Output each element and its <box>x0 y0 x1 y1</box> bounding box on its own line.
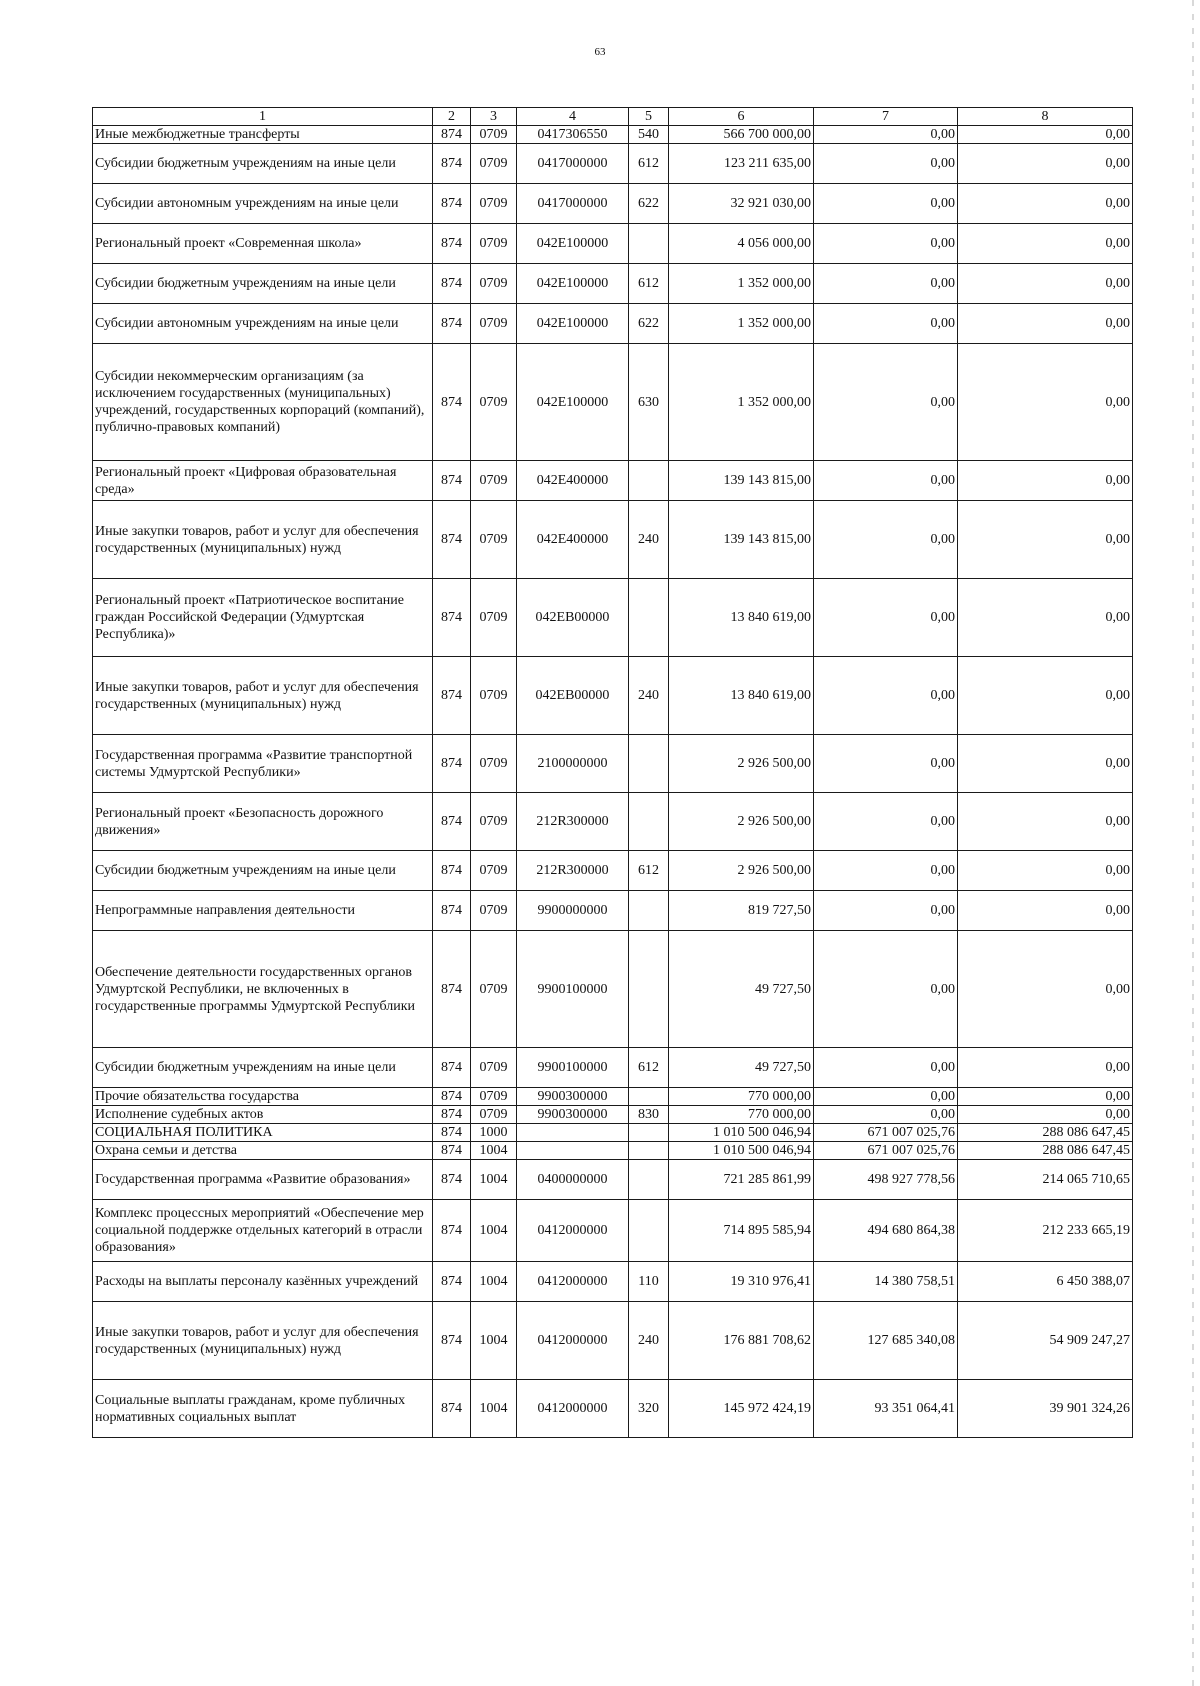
cell-amount-8: 0,00 <box>958 931 1133 1048</box>
table-row <box>93 1142 1133 1160</box>
cell-amount-6: 123 211 635,00 <box>669 144 814 184</box>
cell-amount-7: 0,00 <box>814 264 958 304</box>
table-header-row <box>93 108 1133 126</box>
cell-expense-type: 630 <box>629 344 669 461</box>
cell-amount-6: 2 926 500,00 <box>669 793 814 851</box>
cell-expense-type <box>629 1200 669 1262</box>
table-row <box>93 501 1133 579</box>
table-row <box>93 1380 1133 1438</box>
cell-name: Субсидии автономным учреждениям на иные цели <box>93 304 433 344</box>
cell-amount-7: 14 380 758,51 <box>814 1262 958 1302</box>
cell-expense-type: 540 <box>629 126 669 144</box>
column-header-1: 1 <box>93 108 433 126</box>
cell-target-article: 9900100000 <box>517 1048 629 1088</box>
cell-amount-6: 770 000,00 <box>669 1106 814 1124</box>
cell-expense-type: 612 <box>629 144 669 184</box>
cell-target-article: 9900300000 <box>517 1088 629 1106</box>
cell-amount-8: 0,00 <box>958 793 1133 851</box>
column-header-6: 6 <box>669 108 814 126</box>
cell-amount-8: 0,00 <box>958 184 1133 224</box>
cell-amount-6: 721 285 861,99 <box>669 1160 814 1200</box>
cell-section: 0709 <box>471 793 517 851</box>
cell-name: Иные закупки товаров, работ и услуг для обеспечения государственных (муниципальных) нужд <box>93 657 433 735</box>
cell-name: Социальные выплаты гражданам, кроме публичных нормативных социальных выплат <box>93 1380 433 1438</box>
cell-ministry: 874 <box>433 304 471 344</box>
table-row <box>93 461 1133 501</box>
column-header-5: 5 <box>629 108 669 126</box>
cell-target-article: 042EB00000 <box>517 579 629 657</box>
table-row <box>93 657 1133 735</box>
cell-amount-7: 0,00 <box>814 1106 958 1124</box>
cell-expense-type: 612 <box>629 264 669 304</box>
cell-target-article: 0417306550 <box>517 126 629 144</box>
table-row <box>93 1302 1133 1380</box>
cell-amount-8: 0,00 <box>958 344 1133 461</box>
table-row <box>93 184 1133 224</box>
cell-ministry: 874 <box>433 1124 471 1142</box>
cell-expense-type <box>629 224 669 264</box>
cell-amount-8: 0,00 <box>958 144 1133 184</box>
cell-amount-7: 494 680 864,38 <box>814 1200 958 1262</box>
cell-section: 1000 <box>471 1124 517 1142</box>
table-row <box>93 1048 1133 1088</box>
column-header-3: 3 <box>471 108 517 126</box>
cell-target-article: 0412000000 <box>517 1200 629 1262</box>
cell-expense-type <box>629 1160 669 1200</box>
cell-ministry: 874 <box>433 793 471 851</box>
cell-name: Региональный проект «Безопасность дорожного движения» <box>93 793 433 851</box>
column-header-8: 8 <box>958 108 1133 126</box>
cell-target-article: 0412000000 <box>517 1380 629 1438</box>
cell-ministry: 874 <box>433 1106 471 1124</box>
cell-ministry: 874 <box>433 851 471 891</box>
cell-name: Исполнение судебных актов <box>93 1106 433 1124</box>
cell-expense-type <box>629 1124 669 1142</box>
cell-section: 1004 <box>471 1160 517 1200</box>
cell-name: Прочие обязательства государства <box>93 1088 433 1106</box>
cell-ministry: 874 <box>433 1200 471 1262</box>
cell-name: Региональный проект «Современная школа» <box>93 224 433 264</box>
cell-amount-6: 770 000,00 <box>669 1088 814 1106</box>
cell-section: 1004 <box>471 1142 517 1160</box>
cell-amount-8: 0,00 <box>958 126 1133 144</box>
cell-section: 0709 <box>471 144 517 184</box>
cell-section: 0709 <box>471 891 517 931</box>
cell-section: 0709 <box>471 264 517 304</box>
cell-amount-7: 0,00 <box>814 501 958 579</box>
cell-section: 1004 <box>471 1200 517 1262</box>
cell-target-article: 0412000000 <box>517 1302 629 1380</box>
cell-name: Государственная программа «Развитие образования» <box>93 1160 433 1200</box>
cell-amount-7: 0,00 <box>814 891 958 931</box>
cell-amount-6: 49 727,50 <box>669 1048 814 1088</box>
cell-ministry: 874 <box>433 735 471 793</box>
cell-amount-6: 19 310 976,41 <box>669 1262 814 1302</box>
table-row <box>93 735 1133 793</box>
cell-amount-6: 1 352 000,00 <box>669 304 814 344</box>
cell-target-article: 042E100000 <box>517 264 629 304</box>
cell-expense-type: 320 <box>629 1380 669 1438</box>
cell-target-article: 042E400000 <box>517 501 629 579</box>
cell-section: 0709 <box>471 501 517 579</box>
cell-ministry: 874 <box>433 579 471 657</box>
cell-name: Обеспечение деятельности государственных органов Удмуртской Республики, не включенных в государственные программы Удмуртской Республики <box>93 931 433 1048</box>
cell-amount-6: 1 352 000,00 <box>669 344 814 461</box>
cell-ministry: 874 <box>433 931 471 1048</box>
cell-amount-8: 288 086 647,45 <box>958 1124 1133 1142</box>
cell-name: Субсидии бюджетным учреждениям на иные цели <box>93 851 433 891</box>
cell-amount-7: 0,00 <box>814 735 958 793</box>
cell-name: Охрана семьи и детства <box>93 1142 433 1160</box>
cell-expense-type: 622 <box>629 184 669 224</box>
cell-target-article: 042E100000 <box>517 224 629 264</box>
cell-amount-6: 714 895 585,94 <box>669 1200 814 1262</box>
table-row <box>93 579 1133 657</box>
cell-name: Региональный проект «Цифровая образовательная среда» <box>93 461 433 501</box>
column-header-4: 4 <box>517 108 629 126</box>
cell-amount-6: 566 700 000,00 <box>669 126 814 144</box>
cell-ministry: 874 <box>433 1160 471 1200</box>
cell-ministry: 874 <box>433 1380 471 1438</box>
table-row <box>93 344 1133 461</box>
cell-target-article: 9900000000 <box>517 891 629 931</box>
cell-expense-type <box>629 931 669 1048</box>
cell-expense-type: 240 <box>629 501 669 579</box>
cell-amount-6: 139 143 815,00 <box>669 461 814 501</box>
cell-section: 0709 <box>471 344 517 461</box>
table-row <box>93 304 1133 344</box>
cell-target-article: 2100000000 <box>517 735 629 793</box>
cell-section: 0709 <box>471 126 517 144</box>
cell-name: Иные закупки товаров, работ и услуг для обеспечения государственных (муниципальных) нужд <box>93 1302 433 1380</box>
cell-name: Государственная программа «Развитие транспортной системы Удмуртской Республики» <box>93 735 433 793</box>
cell-amount-7: 0,00 <box>814 657 958 735</box>
cell-expense-type: 240 <box>629 657 669 735</box>
cell-section: 0709 <box>471 931 517 1048</box>
cell-amount-8: 6 450 388,07 <box>958 1262 1133 1302</box>
table-row <box>93 144 1133 184</box>
cell-expense-type: 830 <box>629 1106 669 1124</box>
cell-amount-6: 2 926 500,00 <box>669 851 814 891</box>
cell-amount-6: 139 143 815,00 <box>669 501 814 579</box>
cell-expense-type: 110 <box>629 1262 669 1302</box>
cell-ministry: 874 <box>433 224 471 264</box>
cell-expense-type: 612 <box>629 851 669 891</box>
cell-section: 0709 <box>471 735 517 793</box>
cell-target-article <box>517 1142 629 1160</box>
budget-table <box>92 107 1133 1438</box>
table-row <box>93 793 1133 851</box>
cell-ministry: 874 <box>433 501 471 579</box>
cell-amount-7: 0,00 <box>814 851 958 891</box>
cell-target-article: 0417000000 <box>517 184 629 224</box>
cell-section: 0709 <box>471 304 517 344</box>
cell-section: 0709 <box>471 1088 517 1106</box>
cell-expense-type <box>629 1088 669 1106</box>
cell-amount-8: 212 233 665,19 <box>958 1200 1133 1262</box>
cell-name: Иные межбюджетные трансферты <box>93 126 433 144</box>
cell-amount-6: 13 840 619,00 <box>669 579 814 657</box>
cell-expense-type <box>629 735 669 793</box>
cell-amount-7: 671 007 025,76 <box>814 1142 958 1160</box>
cell-ministry: 874 <box>433 126 471 144</box>
cell-name: Комплекс процессных мероприятий «Обеспечение мер социальной поддержке отдельных категорий в отрасли образования» <box>93 1200 433 1262</box>
cell-name: Региональный проект «Патриотическое воспитание граждан Российской Федерации (Удмуртская Республика)» <box>93 579 433 657</box>
table-row <box>93 1160 1133 1200</box>
cell-section: 0709 <box>471 1106 517 1124</box>
table-row <box>93 931 1133 1048</box>
table-row <box>93 1262 1133 1302</box>
cell-ministry: 874 <box>433 657 471 735</box>
table-row <box>93 1088 1133 1106</box>
cell-target-article: 042E100000 <box>517 344 629 461</box>
cell-amount-6: 32 921 030,00 <box>669 184 814 224</box>
cell-name: Непрограммные направления деятельности <box>93 891 433 931</box>
cell-amount-8: 0,00 <box>958 735 1133 793</box>
cell-target-article: 0417000000 <box>517 144 629 184</box>
cell-target-article: 9900300000 <box>517 1106 629 1124</box>
cell-amount-7: 0,00 <box>814 793 958 851</box>
cell-expense-type <box>629 579 669 657</box>
cell-target-article: 042E100000 <box>517 304 629 344</box>
cell-section: 0709 <box>471 184 517 224</box>
cell-expense-type: 622 <box>629 304 669 344</box>
cell-expense-type <box>629 793 669 851</box>
cell-amount-8: 54 909 247,27 <box>958 1302 1133 1380</box>
cell-amount-6: 819 727,50 <box>669 891 814 931</box>
cell-section: 1004 <box>471 1380 517 1438</box>
cell-amount-6: 13 840 619,00 <box>669 657 814 735</box>
scan-edge-mark <box>1192 0 1194 1686</box>
cell-amount-7: 0,00 <box>814 461 958 501</box>
cell-amount-8: 0,00 <box>958 304 1133 344</box>
cell-amount-7: 0,00 <box>814 579 958 657</box>
cell-amount-7: 0,00 <box>814 126 958 144</box>
cell-name: Субсидии бюджетным учреждениям на иные цели <box>93 264 433 304</box>
cell-amount-6: 176 881 708,62 <box>669 1302 814 1380</box>
cell-ministry: 874 <box>433 891 471 931</box>
cell-target-article: 042E400000 <box>517 461 629 501</box>
cell-amount-8: 0,00 <box>958 461 1133 501</box>
cell-amount-8: 0,00 <box>958 1106 1133 1124</box>
column-header-2: 2 <box>433 108 471 126</box>
cell-amount-6: 145 972 424,19 <box>669 1380 814 1438</box>
cell-expense-type: 612 <box>629 1048 669 1088</box>
cell-ministry: 874 <box>433 1302 471 1380</box>
cell-expense-type: 240 <box>629 1302 669 1380</box>
cell-section: 0709 <box>471 851 517 891</box>
table-row <box>93 264 1133 304</box>
cell-name: Расходы на выплаты персоналу казённых учреждений <box>93 1262 433 1302</box>
cell-amount-8: 288 086 647,45 <box>958 1142 1133 1160</box>
cell-section: 0709 <box>471 657 517 735</box>
cell-amount-8: 0,00 <box>958 224 1133 264</box>
cell-amount-7: 498 927 778,56 <box>814 1160 958 1200</box>
cell-amount-6: 1 352 000,00 <box>669 264 814 304</box>
cell-target-article: 042EB00000 <box>517 657 629 735</box>
cell-amount-7: 0,00 <box>814 184 958 224</box>
cell-amount-8: 0,00 <box>958 1088 1133 1106</box>
cell-section: 0709 <box>471 461 517 501</box>
cell-amount-7: 0,00 <box>814 144 958 184</box>
cell-amount-7: 127 685 340,08 <box>814 1302 958 1380</box>
cell-name: Иные закупки товаров, работ и услуг для обеспечения государственных (муниципальных) нужд <box>93 501 433 579</box>
cell-amount-8: 214 065 710,65 <box>958 1160 1133 1200</box>
cell-ministry: 874 <box>433 461 471 501</box>
cell-amount-6: 1 010 500 046,94 <box>669 1142 814 1160</box>
cell-target-article: 212R300000 <box>517 851 629 891</box>
cell-amount-6: 49 727,50 <box>669 931 814 1048</box>
table-row <box>93 1124 1133 1142</box>
cell-amount-7: 0,00 <box>814 344 958 461</box>
cell-amount-8: 0,00 <box>958 264 1133 304</box>
cell-ministry: 874 <box>433 184 471 224</box>
cell-ministry: 874 <box>433 1088 471 1106</box>
cell-amount-7: 671 007 025,76 <box>814 1124 958 1142</box>
cell-ministry: 874 <box>433 144 471 184</box>
cell-amount-8: 0,00 <box>958 579 1133 657</box>
cell-section: 1004 <box>471 1302 517 1380</box>
cell-ministry: 874 <box>433 1142 471 1160</box>
cell-amount-8: 0,00 <box>958 1048 1133 1088</box>
table-row <box>93 1200 1133 1262</box>
cell-amount-8: 0,00 <box>958 851 1133 891</box>
table-row <box>93 224 1133 264</box>
cell-target-article: 0400000000 <box>517 1160 629 1200</box>
cell-amount-7: 0,00 <box>814 1088 958 1106</box>
cell-ministry: 874 <box>433 1048 471 1088</box>
cell-name: Субсидии некоммерческим организациям (за исключением государственных (муниципальных) учреждений, государственных корпораций (компаний), публично-правовых компаний) <box>93 344 433 461</box>
cell-name: Субсидии бюджетным учреждениям на иные цели <box>93 1048 433 1088</box>
cell-target-article: 212R300000 <box>517 793 629 851</box>
table-row <box>93 126 1133 144</box>
cell-expense-type <box>629 461 669 501</box>
table-row <box>93 851 1133 891</box>
cell-section: 0709 <box>471 224 517 264</box>
cell-amount-8: 39 901 324,26 <box>958 1380 1133 1438</box>
cell-amount-6: 2 926 500,00 <box>669 735 814 793</box>
cell-amount-7: 0,00 <box>814 1048 958 1088</box>
cell-target-article: 9900100000 <box>517 931 629 1048</box>
cell-section: 1004 <box>471 1262 517 1302</box>
cell-ministry: 874 <box>433 344 471 461</box>
cell-amount-7: 93 351 064,41 <box>814 1380 958 1438</box>
cell-amount-6: 1 010 500 046,94 <box>669 1124 814 1142</box>
cell-amount-8: 0,00 <box>958 501 1133 579</box>
table-row <box>93 1106 1133 1124</box>
cell-section: 0709 <box>471 579 517 657</box>
cell-amount-7: 0,00 <box>814 931 958 1048</box>
cell-name: СОЦИАЛЬНАЯ ПОЛИТИКА <box>93 1124 433 1142</box>
cell-amount-6: 4 056 000,00 <box>669 224 814 264</box>
table-row <box>93 891 1133 931</box>
cell-target-article: 0412000000 <box>517 1262 629 1302</box>
cell-name: Субсидии автономным учреждениям на иные цели <box>93 184 433 224</box>
cell-ministry: 874 <box>433 264 471 304</box>
cell-target-article <box>517 1124 629 1142</box>
cell-ministry: 874 <box>433 1262 471 1302</box>
cell-section: 0709 <box>471 1048 517 1088</box>
page-number: 63 <box>594 46 606 58</box>
cell-amount-7: 0,00 <box>814 304 958 344</box>
cell-name: Субсидии бюджетным учреждениям на иные цели <box>93 144 433 184</box>
column-header-7: 7 <box>814 108 958 126</box>
cell-amount-8: 0,00 <box>958 657 1133 735</box>
cell-expense-type <box>629 1142 669 1160</box>
cell-amount-8: 0,00 <box>958 891 1133 931</box>
cell-expense-type <box>629 891 669 931</box>
cell-amount-7: 0,00 <box>814 224 958 264</box>
